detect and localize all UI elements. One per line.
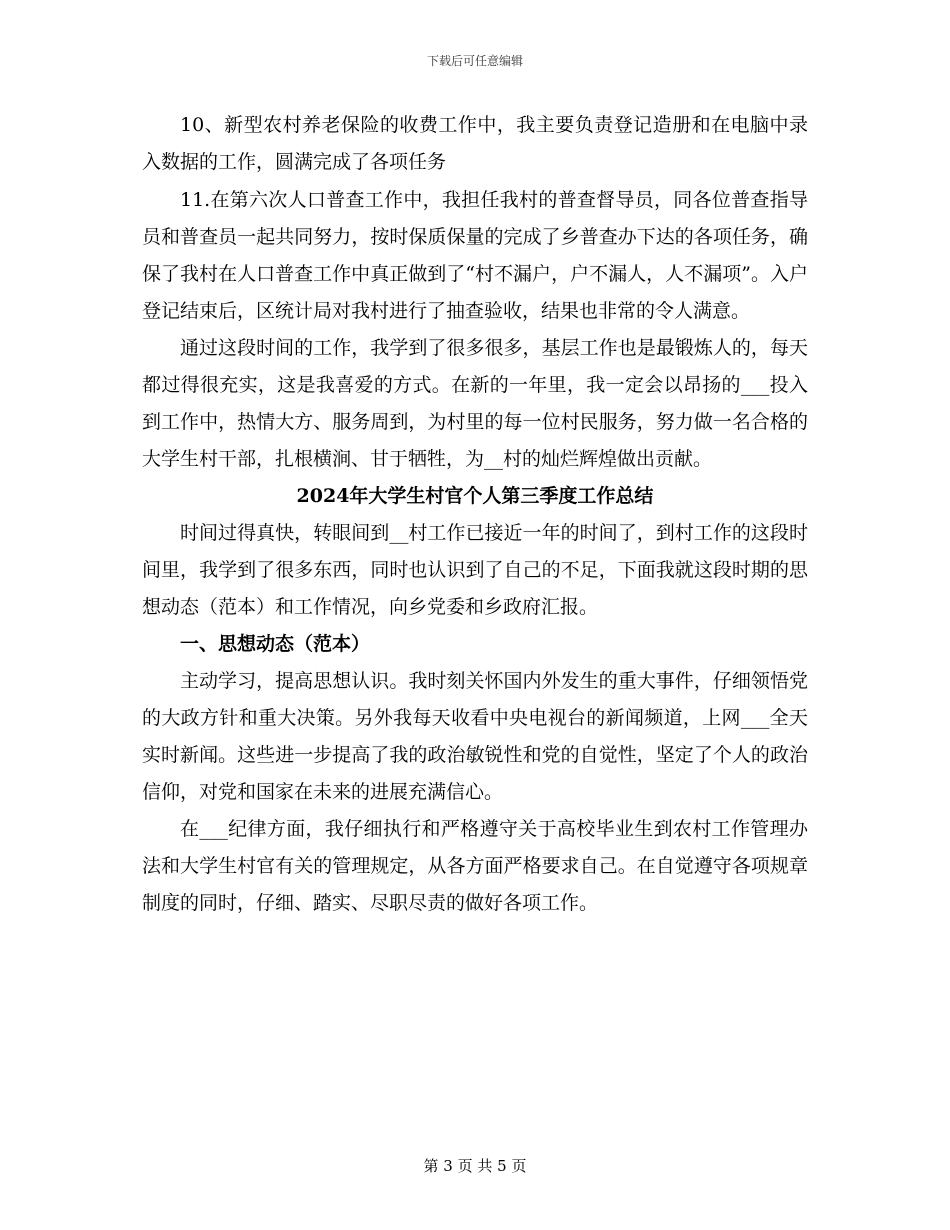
- section-title: 2024年大学生村官个人第三季度工作总结: [296, 485, 654, 507]
- paragraph-item-10: 10、新型农村养老保险的收费工作中，我主要负责登记造册和在电脑中录入数据的工作，圆满完成了各项任务: [142, 114, 808, 173]
- paragraph-intro: 时间过得真快，转眼间到__村工作已接近一年的时间了，到村工作的这段时间里，我学到了很多东西，同时也认识到了自己的不足，下面我就这段时期的思想动态（范本）和工作情况，向乡党委和乡政府汇报。: [142, 522, 808, 618]
- paragraph-discipline: 在___纪律方面，我仔细执行和严格遵守关于高校毕业生到农村工作管理办法和大学生村官有关的管理规定，从各方面严格要求自己。在自觉遵守各项规章制度的同时，仔细、踏实、尽职尽责的做好各项工作。: [142, 818, 808, 914]
- heading-ideology: 一、思想动态（范本）: [180, 633, 371, 655]
- page-number: 第 3 页 共 5 页: [423, 1157, 527, 1175]
- page-header-note: 下载后可任意编辑: [426, 54, 523, 68]
- paragraph-closing: 通过这段时间的工作，我学到了很多很多，基层工作也是最锻炼人的，每天都过得很充实，这是我喜爱的方式。在新的一年里，我一定会以昂扬的___投入到工作中，热情大方、服务周到，为村里的每一位村民服务，努力做一名合格的大学生村干部，扎根横涧、甘于牺牲，为__村的灿烂辉煌做出贡献。: [142, 337, 808, 470]
- paragraph-item-11: 11.在第六次人口普查工作中，我担任我村的普查督导员，同各位普查指导员和普查员一起共同努力，按时保质保量的完成了乡普查办下达的各项任务，确保了我村在人口普查工作中真正做到了“村不漏户，户不漏人，人不漏项”。入户登记结束后，区统计局对我村进行了抽查验收，结果也非常的令人满意。: [142, 189, 808, 322]
- paragraph-study: 主动学习，提高思想认识。我时刻关怀国内外发生的重大事件，仔细领悟党的大政方针和重大决策。另外我每天收看中央电视台的新闻频道，上网___全天实时新闻。这些进一步提高了我的政治敏锐性和党的自觉性，坚定了个人的政治信仰，对党和国家在未来的进展充满信心。: [142, 670, 808, 803]
- document-body: [142, 107, 808, 922]
